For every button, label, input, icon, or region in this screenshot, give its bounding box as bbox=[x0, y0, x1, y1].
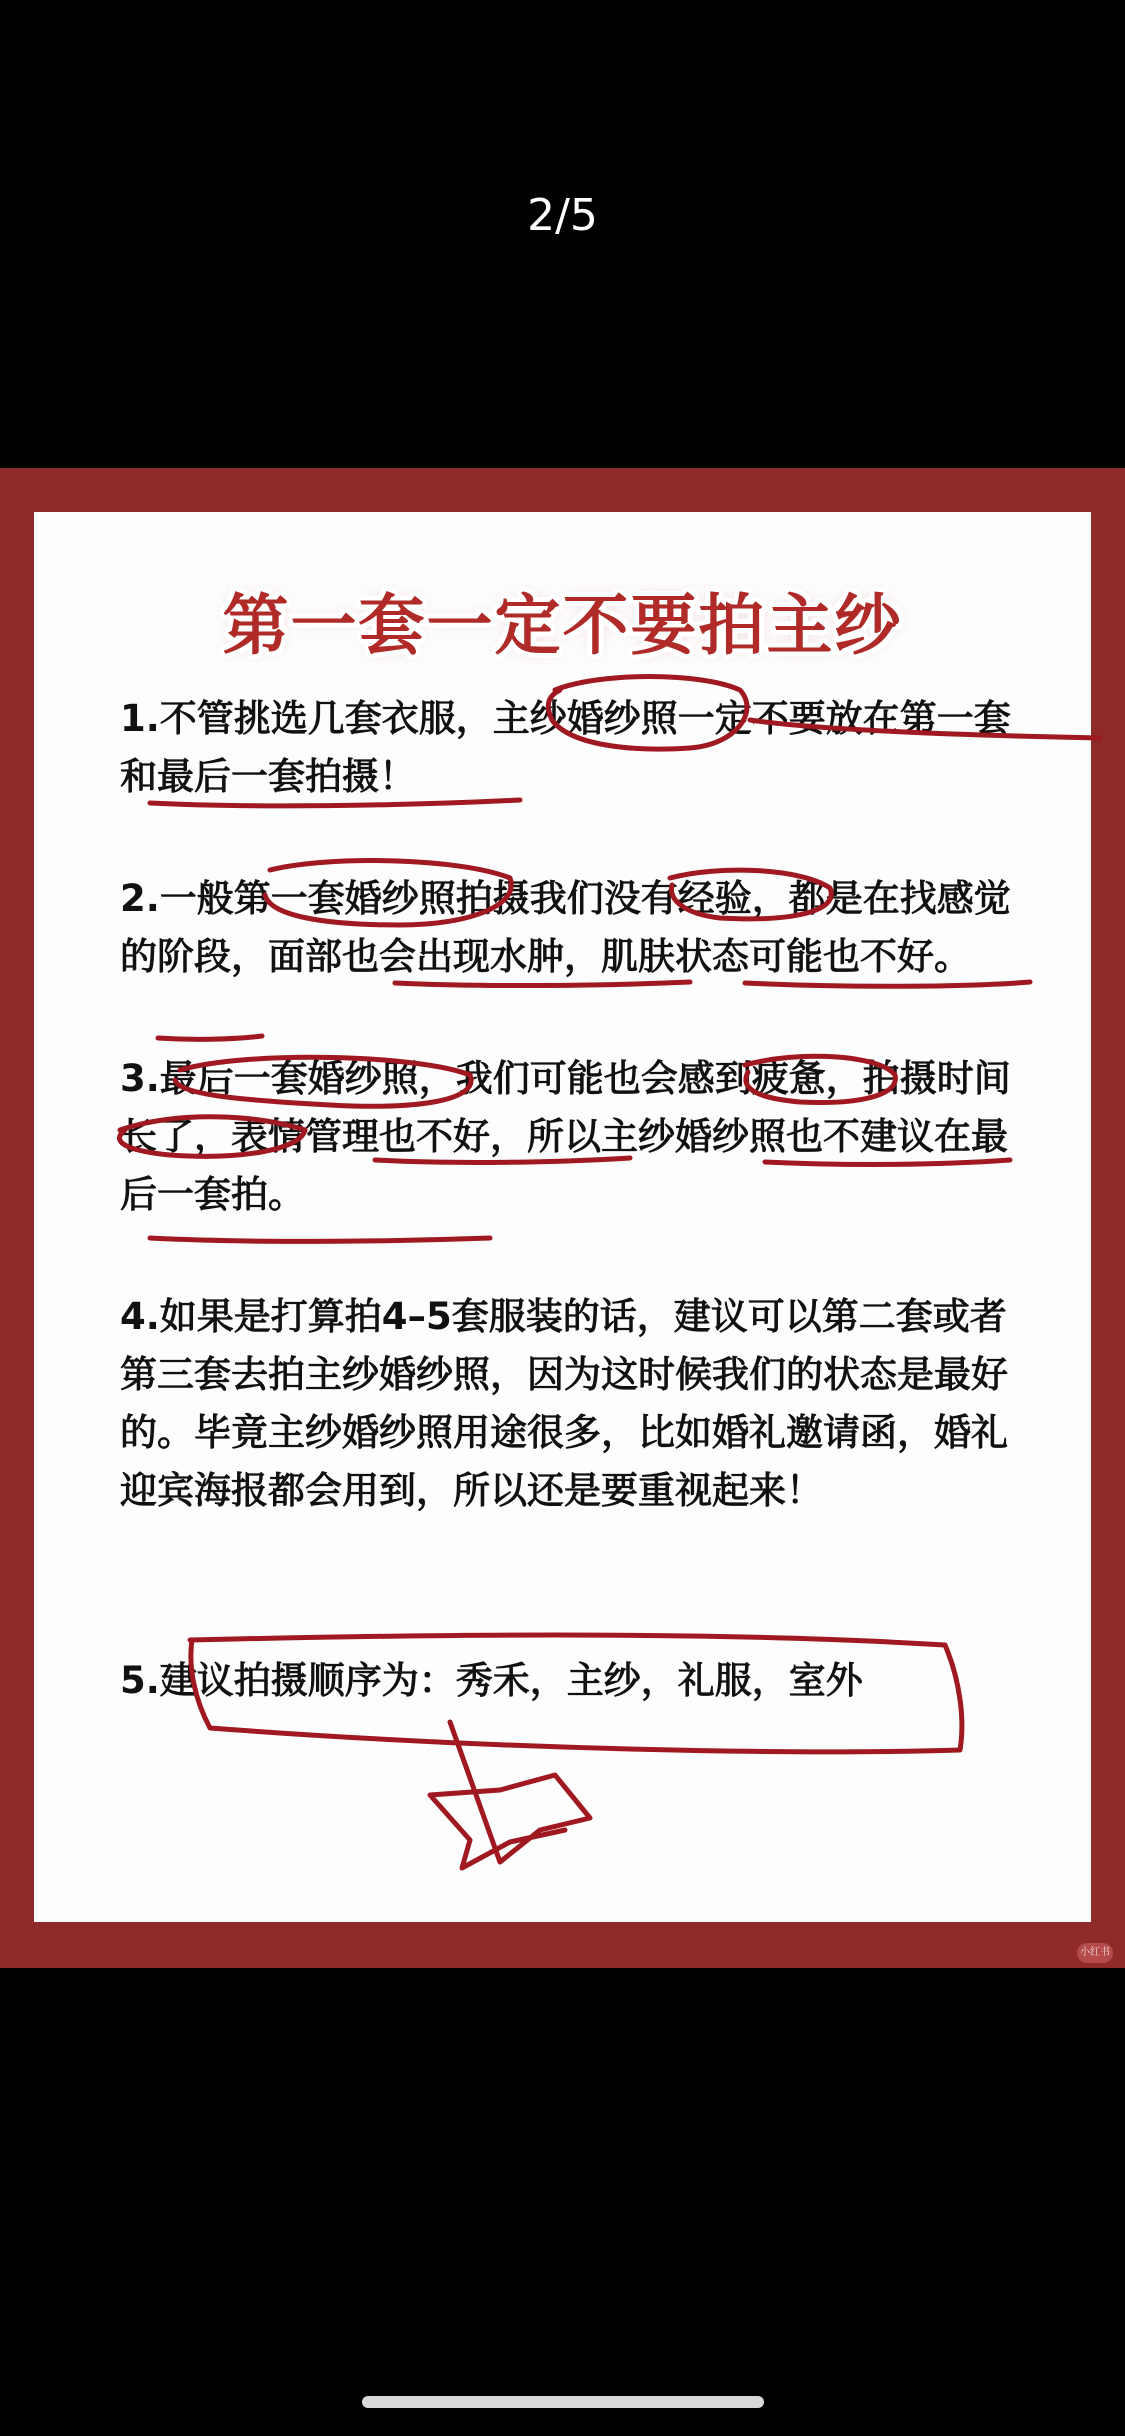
paragraph-5: 5.建议拍摄顺序为：秀禾，主纱，礼服，室外 bbox=[120, 1659, 863, 1702]
paragraph-3: 3.最后一套婚纱照，我们可能也会感到疲惫，拍摄时间长了，表情管理也不好，所以主纱婚纱照也不建议在最后一套拍。 bbox=[120, 1057, 1011, 1216]
watermark-badge: 小红书 bbox=[1077, 1943, 1113, 1963]
paragraph-1: 1.不管挑选几套衣服，主纱婚纱照一定不要放在第一套和最后一套拍摄！ bbox=[120, 697, 1011, 798]
paragraph-2: 2.一般第一套婚纱照拍摄我们没有经验，都是在找感觉的阶段，面部也会出现水肿，肌肤状态可能也不好。 bbox=[120, 877, 1011, 978]
paragraph-4: 4.如果是打算拍4–5套服装的话，建议可以第二套或者第三套去拍主纱婚纱照，因为这时候我们的状态是最好的。毕竟主纱婚纱照用途很多，比如婚礼邀请函，婚礼迎宾海报都会用到，所以还是要重视起来！ bbox=[120, 1295, 1008, 1512]
poster-title: 第一套一定不要拍主纱 bbox=[222, 587, 903, 664]
page-counter: 2/5 bbox=[527, 190, 598, 241]
home-indicator[interactable] bbox=[362, 2396, 764, 2408]
